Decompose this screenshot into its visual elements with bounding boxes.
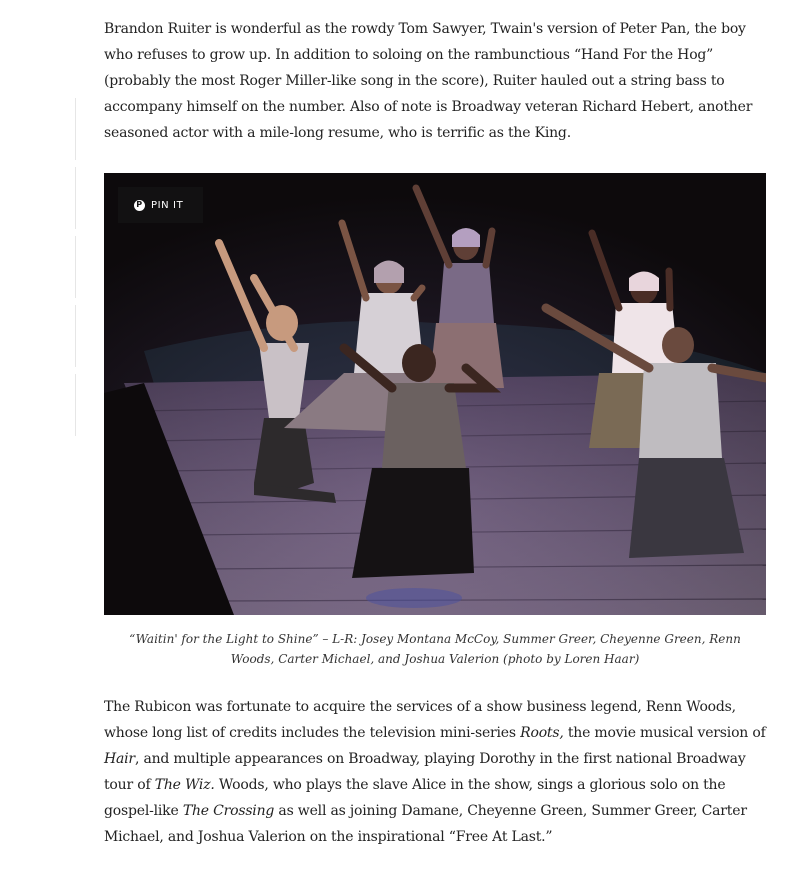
pin-it-button[interactable] <box>118 187 203 223</box>
share-slot[interactable] <box>0 167 76 229</box>
paragraph: Brandon Ruiter is wonderful as the rowdy Tom Sawyer, Twain's version of Peter Pan, the boy who refuses to grow up. In addition to soloing on the rambunctious “Hand For the Hog” (probably the most Roger Miller-like song in the score), Ruiter hauled out a string bass to accompany himself on the number. Also of note is Broadway veteran Richard Hebert, another seasoned actor with a mile-long resume, who is terrific as the King. <box>104 21 753 141</box>
title-hair: Hair <box>104 751 135 767</box>
share-slot[interactable] <box>0 236 76 298</box>
share-slot[interactable] <box>0 98 76 160</box>
paragraph-text: the movie musical version of <box>563 725 766 741</box>
caption-credits: – L-R: Josey Montana McCoy, Summer Greer, Cheyenne Green, Renn Woods, Carter Michael, and Joshua Valerion (photo by Loren Haar) <box>230 632 741 666</box>
pinterest-icon: P <box>134 200 145 211</box>
paragraph-text: , and multiple appearances on Broadway, playing Dorothy in the first national Broadway tour of <box>104 751 746 793</box>
pin-it-label: PIN IT <box>151 199 184 211</box>
figure-caption <box>104 629 766 669</box>
share-rail <box>0 98 76 443</box>
share-slot[interactable] <box>0 305 76 367</box>
paragraph-text: The Rubicon was fortunate to acquire the services of a show business legend, Renn Woods, whose long list of credits includes the television mini-series <box>104 699 736 741</box>
paragraph-text: as well as joining Damane, Cheyenne Green, Summer Greer, Carter Michael, and Joshua Valerion on the inspirational “Free At Last.” <box>104 803 747 845</box>
caption-song-title: “Waitin' for the Light to Shine” <box>129 632 319 646</box>
title-roots: Roots, <box>520 725 564 741</box>
article-body <box>104 16 766 850</box>
title-the-crossing: The Crossing <box>182 803 275 819</box>
paragraph-text: Woods, who plays the slave Alice in the show, sings a glorious solo on the gospel-like <box>104 777 726 819</box>
paragraph <box>104 694 766 850</box>
stage-photo <box>104 173 766 615</box>
title-the-wiz: The Wiz. <box>154 777 215 793</box>
share-slot[interactable] <box>0 374 76 436</box>
article-figure <box>104 173 766 615</box>
